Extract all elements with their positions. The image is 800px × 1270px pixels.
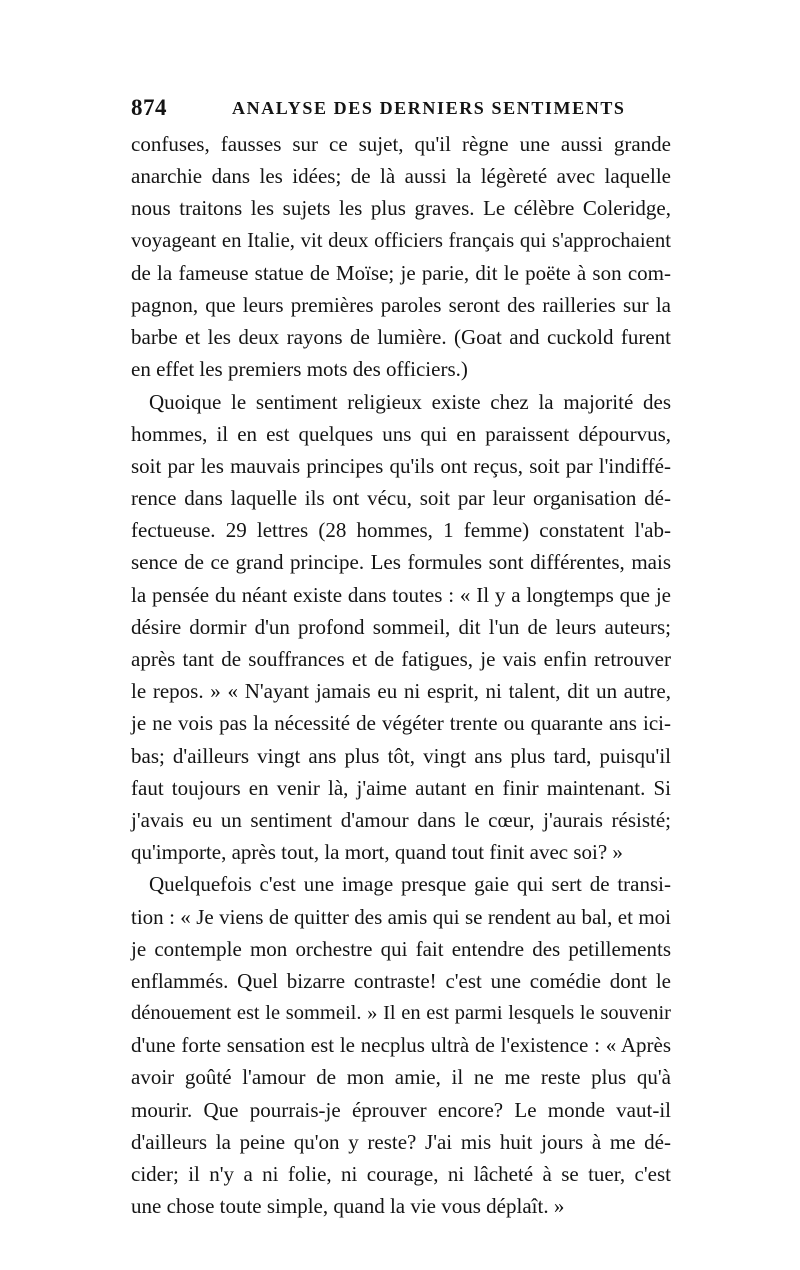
text-line: après tant de souffrances et de fatigues, je vais enfin retrouver <box>131 647 671 671</box>
text-line: barbe et les deux rayons de lumière. (Goat and cuckold furent <box>131 325 671 350</box>
text-line: avoir goûté l'amour de mon amie, il ne me reste plus qu'à <box>131 1065 671 1090</box>
text-line: confuses, fausses sur ce sujet, qu'il règne une aussi grande <box>131 132 671 156</box>
text-line: faut toujours en venir là, j'aime autant en finir maintenant. Si <box>131 775 671 800</box>
text-line: hommes, il en est quelques uns qui en paraissent dépourvus, <box>131 421 671 446</box>
text-line: de la fameuse statue de Moïse; je parie, dit le poëte à son com- <box>131 260 671 285</box>
text-line: désire dormir d'un profond sommeil, dit l'un de leurs auteurs; <box>131 614 671 639</box>
text-line: je contemple mon orchestre qui fait entendre des petillements <box>131 936 671 961</box>
text-line: fectueuse. 29 lettres (28 hommes, 1 femme) constatent l'ab- <box>131 518 671 543</box>
text-line: Quoique le sentiment religieux existe chez la majorité des <box>149 389 671 414</box>
text-line: je ne vois pas la nécessité de végéter trente ou quarante ans ici- <box>131 711 671 736</box>
page-number: 874 <box>131 95 167 120</box>
text-line: enflammés. Quel bizarre contraste! c'est une comédie dont le <box>131 968 671 993</box>
text-line: d'une forte sensation est le necplus ultrà de l'existence : « Après <box>131 1033 671 1058</box>
running-title: ANALYSE DES DERNIERS SENTIMENTS <box>232 98 626 118</box>
text-line: rence dans laquelle ils ont vécu, soit par leur organisation dé- <box>131 486 671 511</box>
text-line: soit par les mauvais principes qu'ils ont reçus, soit par l'indiffé- <box>131 453 671 478</box>
text-line: mourir. Que pourrais-je éprouver encore? Le monde vaut-il <box>131 1097 671 1122</box>
text-line: voyageant en Italie, vit deux officiers français qui s'approchaient <box>131 229 671 252</box>
text-line: cider; il n'y a ni folie, ni courage, ni lâcheté à se tuer, c'est <box>131 1162 671 1186</box>
text-line: pagnon, que leurs premières paroles seront des railleries sur la <box>131 292 671 317</box>
body-text <box>131 128 671 1222</box>
text-line: bas; d'ailleurs vingt ans plus tôt, vingt ans plus tard, puisqu'il <box>131 743 671 768</box>
text-line: sence de ce grand principe. Les formules sont différentes, mais <box>131 550 671 575</box>
text-line: anarchie dans les idées; de là aussi la légèreté avec laquelle <box>131 164 671 189</box>
text-line: j'avais eu un sentiment d'amour dans le cœur, j'aurais résisté; <box>131 807 671 832</box>
text-line: d'ailleurs la peine qu'on y reste? J'ai mis huit jours à me dé- <box>131 1129 671 1154</box>
text-line: Quelquefois c'est une image presque gaie qui sert de transi- <box>149 872 671 897</box>
text-line: dénouement est le sommeil. » Il en est parmi lesquels le souvenir <box>131 1002 671 1025</box>
text-line: en effet les premiers mots des officiers.) <box>131 357 468 382</box>
running-head <box>131 95 671 123</box>
text-line: le repos. » « N'ayant jamais eu ni esprit, ni talent, dit un autre, <box>131 679 671 704</box>
text-line: nous traitons les sujets les plus graves. Le célèbre Coleridge, <box>131 196 671 221</box>
text-line: qu'importe, après tout, la mort, quand tout finit avec soi? » <box>131 840 623 865</box>
text-line: une chose toute simple, quand la vie vous déplaît. » <box>131 1194 565 1219</box>
text-line: tion : « Je viens de quitter des amis qui se rendent au bal, et moi <box>131 904 671 929</box>
text-line: la pensée du néant existe dans toutes : « Il y a longtemps que je <box>131 582 671 607</box>
